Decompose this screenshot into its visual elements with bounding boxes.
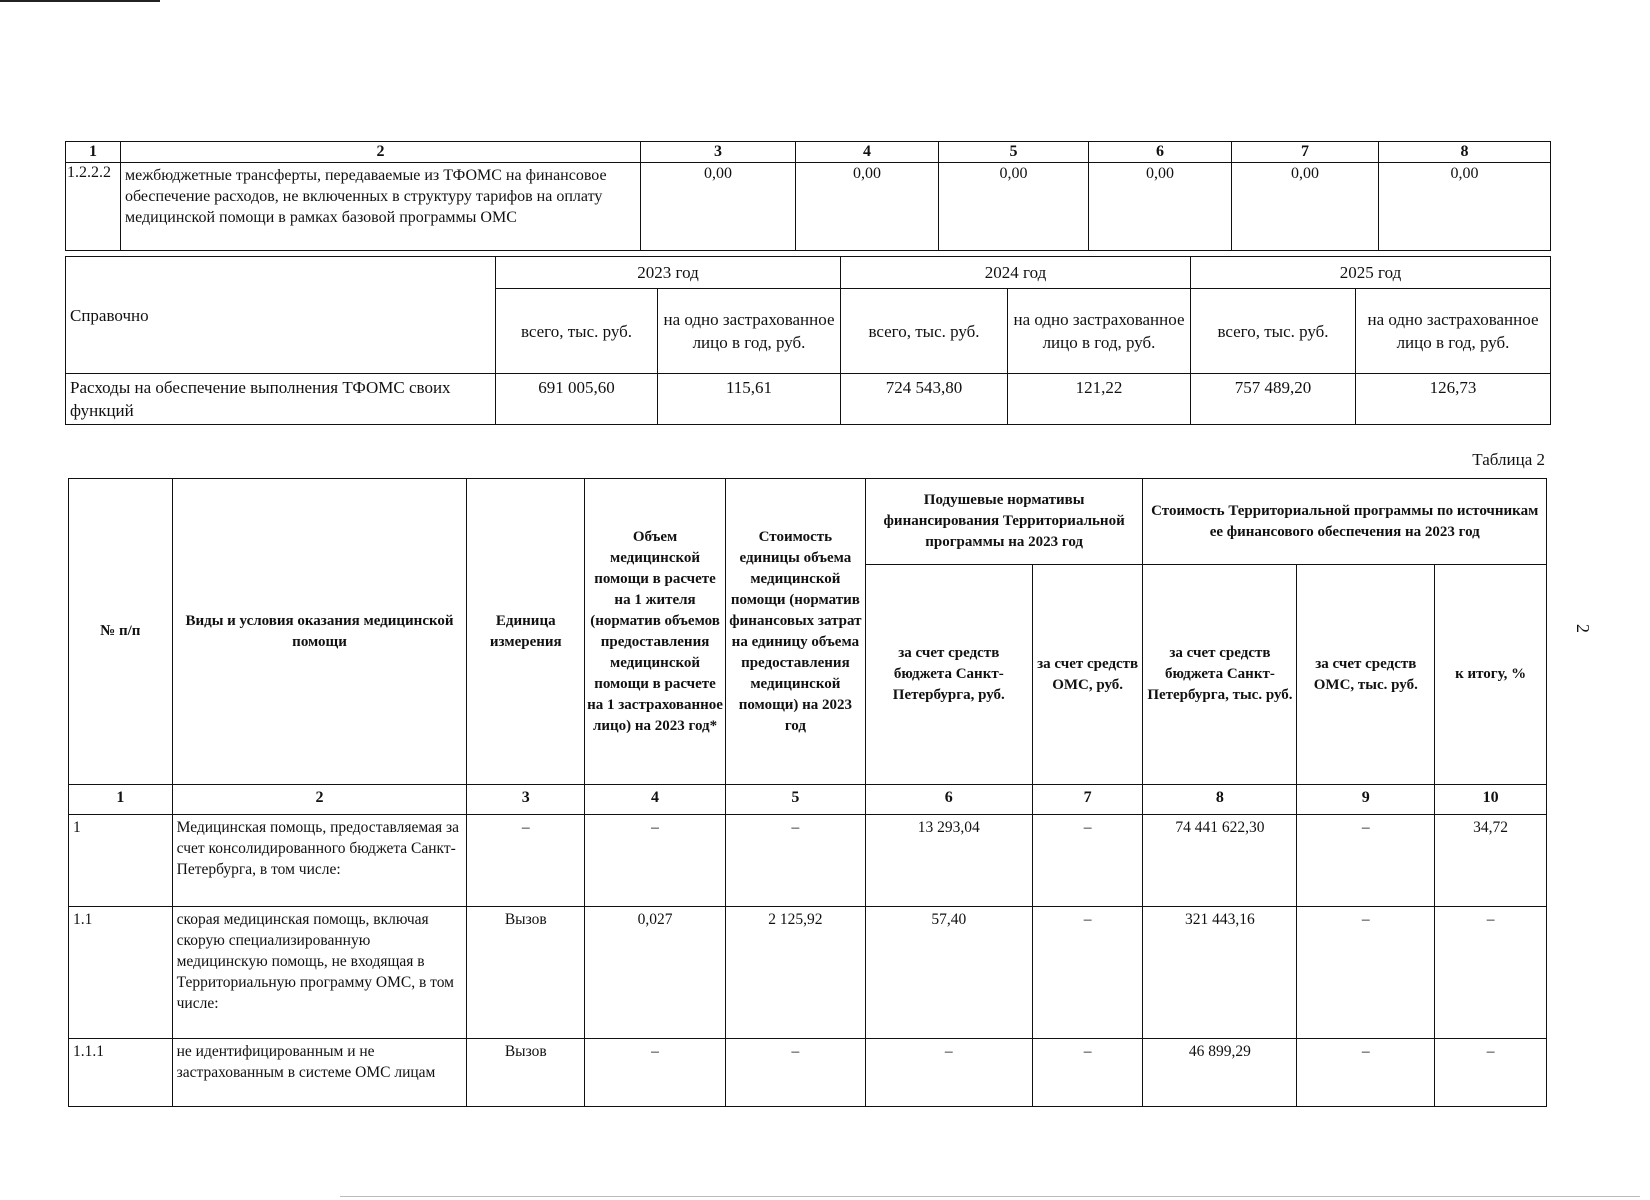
row-per-capita-oms: – [1032,907,1143,1039]
column-number: 3 [467,785,585,815]
table-row [69,1039,1547,1107]
row-program-budget: 46 899,29 [1143,1039,1297,1107]
column-number: 6 [865,785,1032,815]
year-header: 2025 год [1191,257,1551,289]
row-program-percent: – [1435,907,1547,1039]
row-num: 1.1.1 [69,1039,173,1107]
row-unit: Вызов [467,907,585,1039]
row-name: не идентифицированным и не застрахованным в системе ОМС лицам [172,1039,467,1107]
column-number-row [66,142,1551,163]
col-per-person-header: на одно застрахованное лицо в год, руб. [1356,289,1551,374]
table-row [66,163,1551,251]
table-row [69,815,1547,907]
col-total-header: всего, тыс. руб. [841,289,1008,374]
reference-table [65,256,1551,425]
cell-value: 0,00 [641,163,796,251]
row-cost: – [725,815,865,907]
table-row [69,907,1547,1039]
column-number: 10 [1435,785,1547,815]
header-program-oms: за счет средств ОМС, тыс. руб. [1297,565,1435,785]
table-2 [68,478,1547,1107]
header-per-capita-oms: за счет средств ОМС, руб. [1032,565,1143,785]
header-cost: Стоимость единицы объема медицинской помощи (норматив финансовых затрат на единицу объема предоставления медицинской помощи) на 2023 год [725,479,865,785]
column-number: 7 [1032,785,1143,815]
header-num: № п/п [69,479,173,785]
header-volume: Объем медицинской помощи в расчете на 1 жителя (норматив объемов предоставления медицинской помощи в расчете на 1 застрахованное лицо) на 2023 год* [585,479,726,785]
column-number: 4 [585,785,726,815]
row-label: Расходы на обеспечение выполнения ТФОМС своих функций [66,374,496,425]
column-number: 8 [1143,785,1297,815]
column-number: 3 [641,142,796,163]
table-continuation [65,141,1551,251]
row-program-oms: – [1297,1039,1435,1107]
row-code: 1.2.2.2 [66,163,121,251]
column-number-row [69,785,1547,815]
row-program-oms: – [1297,815,1435,907]
row-program-budget: 74 441 622,30 [1143,815,1297,907]
row-cost: 2 125,92 [725,907,865,1039]
row-unit: – [467,815,585,907]
cell-value: 115,61 [658,374,841,425]
cell-value: 121,22 [1008,374,1191,425]
scan-artifact-line [340,1196,1640,1197]
col-total-header: всего, тыс. руб. [496,289,658,374]
row-per-capita-budget: 13 293,04 [865,815,1032,907]
row-program-budget: 321 443,16 [1143,907,1297,1039]
row-name: скорая медицинская помощь, включая скорую специализированную медицинскую помощь, не входящая в Территориальную программу ОМС, в том числе: [172,907,467,1039]
header-per-capita-budget: за счет средств бюджета Санкт-Петербурга, руб. [865,565,1032,785]
row-per-capita-budget: – [865,1039,1032,1107]
row-num: 1.1 [69,907,173,1039]
row-per-capita-budget: 57,40 [865,907,1032,1039]
row-program-percent: 34,72 [1435,815,1547,907]
header-kinds: Виды и условия оказания медицинской помощи [172,479,467,785]
col-total-header: всего, тыс. руб. [1191,289,1356,374]
column-number: 8 [1379,142,1551,163]
column-number: 1 [66,142,121,163]
header-unit: Единица измерения [467,479,585,785]
col-per-person-header: на одно застрахованное лицо в год, руб. [658,289,841,374]
column-number: 5 [939,142,1089,163]
cell-value: 757 489,20 [1191,374,1356,425]
header-program-cost: Стоимость Территориальной программы по источникам ее финансового обеспечения на 2023 год [1143,479,1547,565]
row-num: 1 [69,815,173,907]
table-caption: Таблица 2 [1472,450,1545,469]
row-program-percent: – [1435,1039,1547,1107]
reference-label: Справочно [66,257,496,374]
year-header: 2023 год [496,257,841,289]
row-program-oms: – [1297,907,1435,1039]
column-number: 6 [1089,142,1232,163]
header-program-budget: за счет средств бюджета Санкт-Петербурга, тыс. руб. [1143,565,1297,785]
row-volume: 0,027 [585,907,726,1039]
cell-value: 0,00 [1232,163,1379,251]
column-number: 2 [121,142,641,163]
row-cost: – [725,1039,865,1107]
column-number: 4 [796,142,939,163]
column-number: 5 [725,785,865,815]
column-number: 9 [1297,785,1435,815]
cell-value: 724 543,80 [841,374,1008,425]
cell-value: 0,00 [1379,163,1551,251]
row-name: Медицинская помощь, предоставляемая за счет консолидированного бюджета Санкт-Петербурга, в том числе: [172,815,467,907]
column-number: 2 [172,785,467,815]
page-number: 2 [1573,624,1593,633]
year-header: 2024 год [841,257,1191,289]
row-volume: – [585,815,726,907]
header-per-capita: Подушевые нормативы финансирования Территориальной программы на 2023 год [865,479,1143,565]
table-row [66,374,1551,425]
header-program-percent: к итогу, % [1435,565,1547,785]
row-unit: Вызов [467,1039,585,1107]
row-volume: – [585,1039,726,1107]
cell-value: 126,73 [1356,374,1551,425]
column-number: 7 [1232,142,1379,163]
row-text: межбюджетные трансферты, передаваемые из ТФОМС на финансовое обеспечение расходов, не включенных в структуру тарифов на оплату медицинской помощи в рамках базовой программы ОМС [121,163,641,251]
col-per-person-header: на одно застрахованное лицо в год, руб. [1008,289,1191,374]
cell-value: 0,00 [939,163,1089,251]
cell-value: 691 005,60 [496,374,658,425]
cell-value: 0,00 [796,163,939,251]
column-number: 1 [69,785,173,815]
cell-value: 0,00 [1089,163,1232,251]
row-per-capita-oms: – [1032,1039,1143,1107]
scan-artifact-line [0,0,160,2]
row-per-capita-oms: – [1032,815,1143,907]
